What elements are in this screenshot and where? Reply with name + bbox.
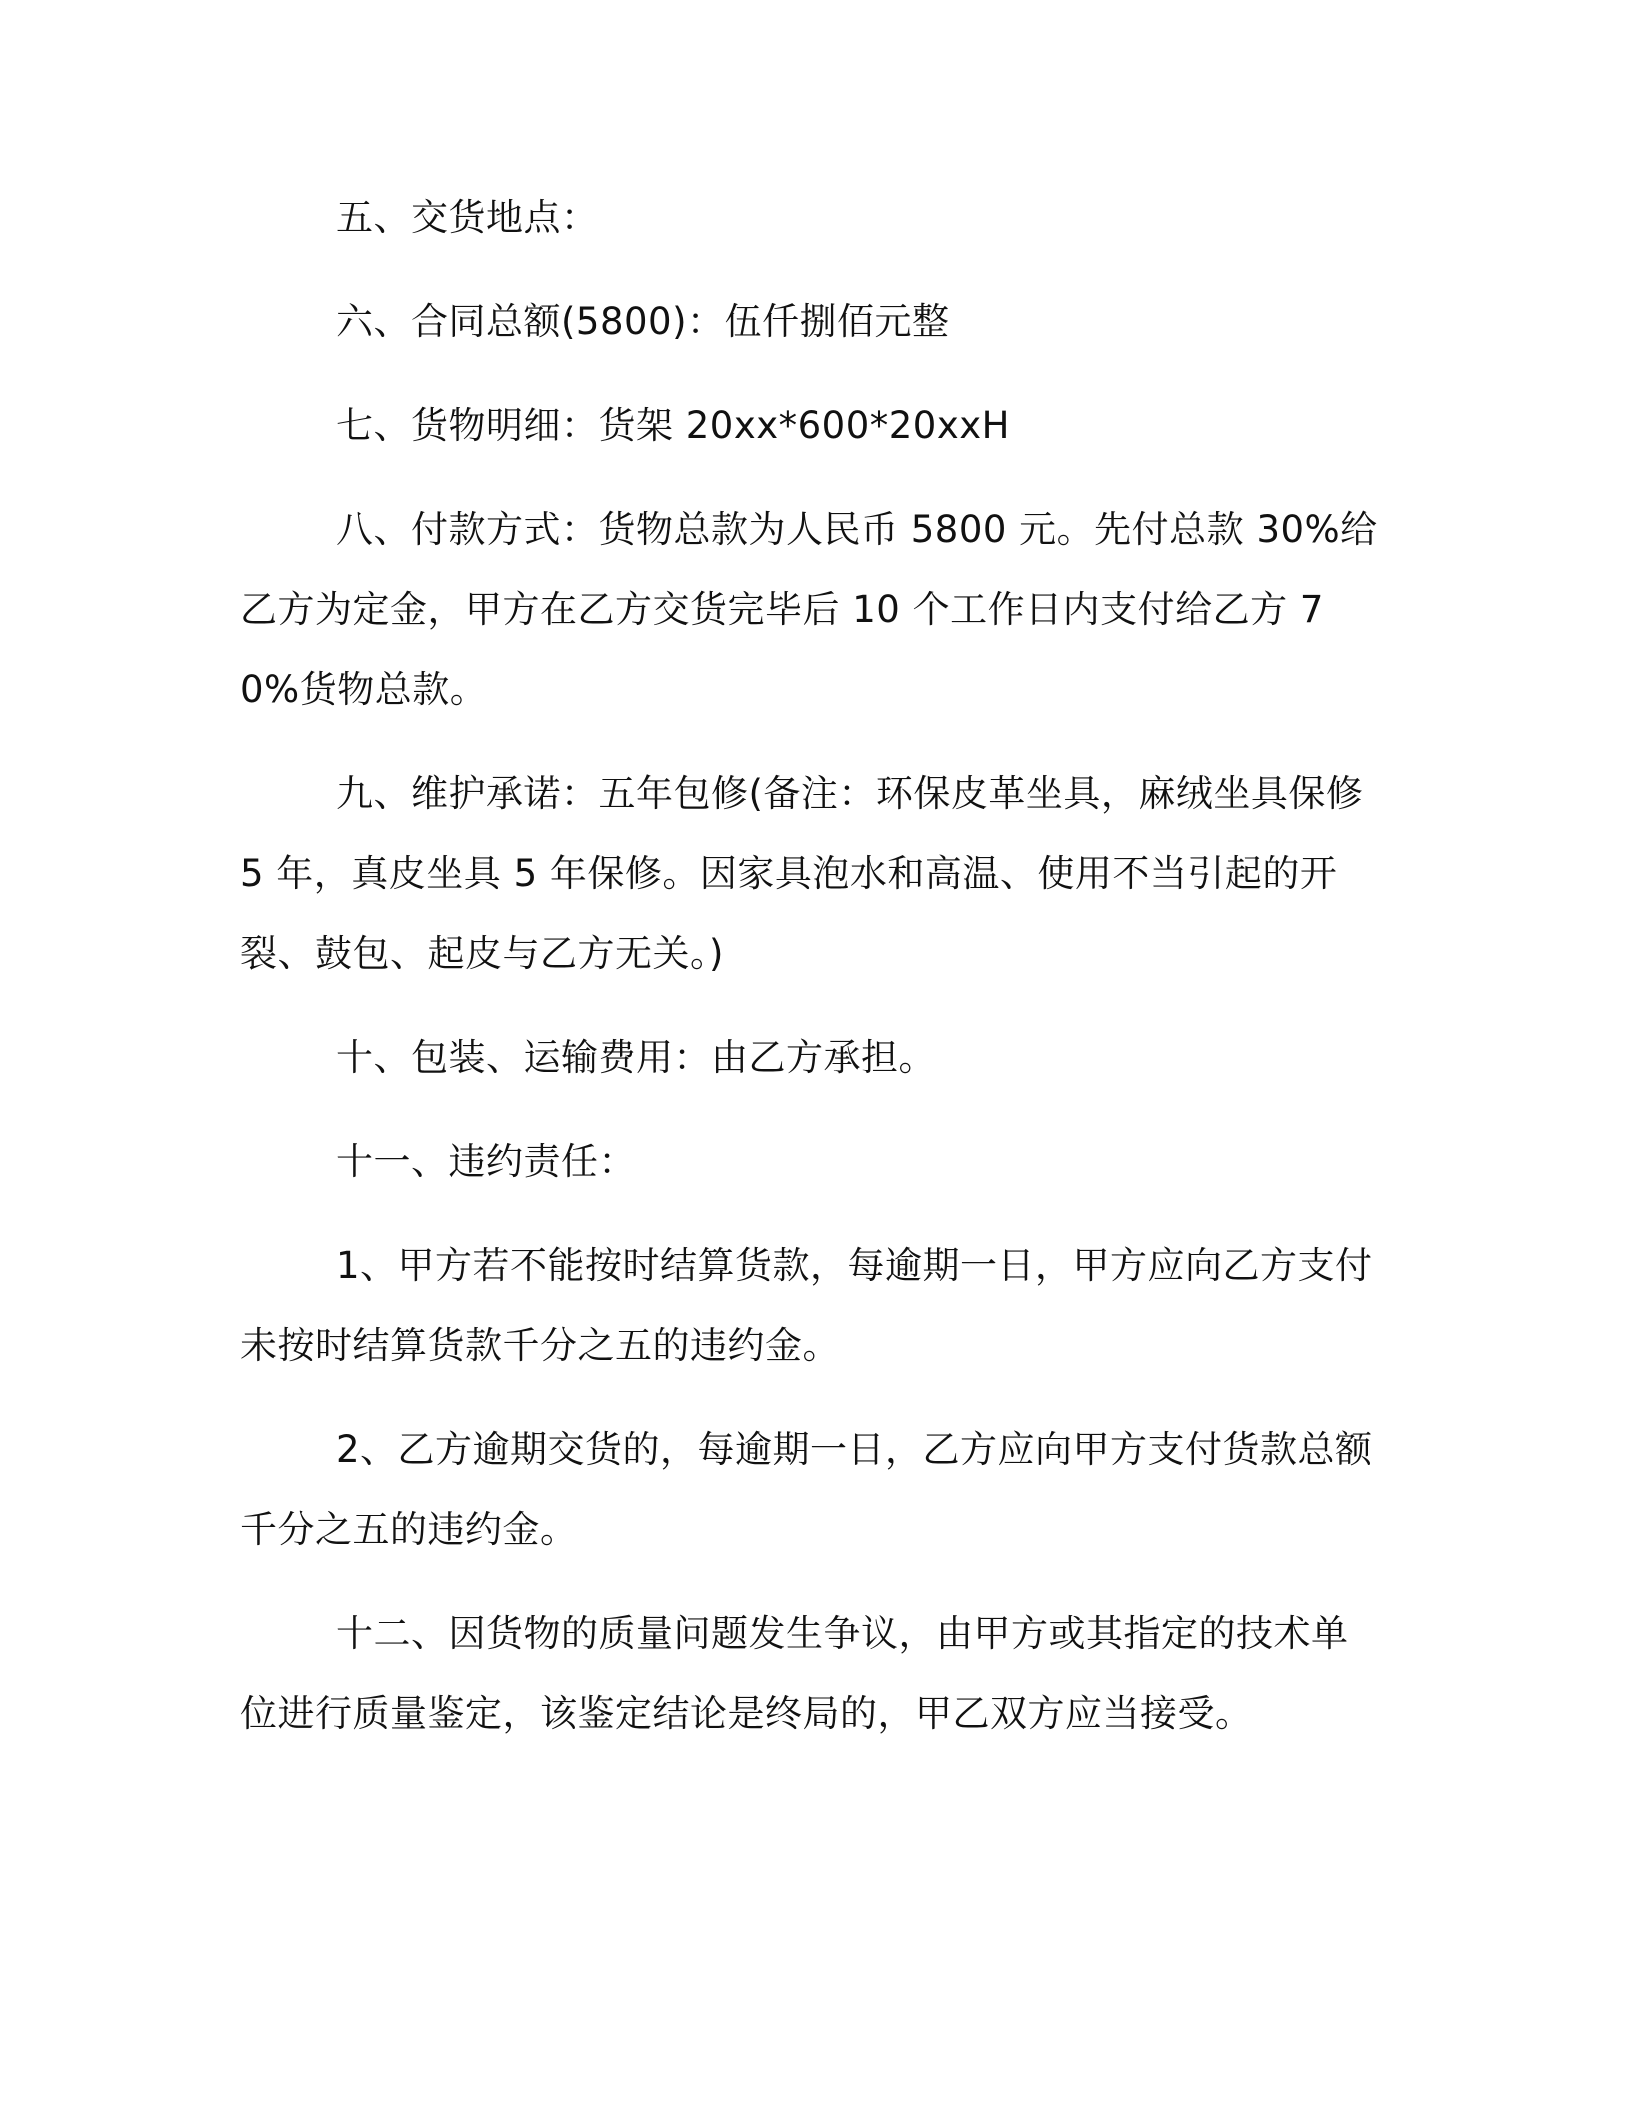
clause-contract-total: 六、合同总额(5800)：伍仟捌佰元整 xyxy=(336,300,950,343)
clause-goods-details: 七、货物明细：货架 20xx*600*20xxH xyxy=(336,404,1010,447)
clause-packaging-transport: 十、包装、运输费用：由乙方承担。 xyxy=(336,1036,936,1079)
clause-breach-item-2: 2、乙方逾期交货的，每逾期一日，乙方应向甲方支付货款总额千分之五的违约金。 xyxy=(240,1428,1373,1551)
clause-maintenance-commitment: 九、维护承诺：五年包修(备注：环保皮革坐具，麻绒坐具保修 5 年，真皮坐具 5 年保修。因家具泡水和高温、使用不当引起的开裂、鼓包、起皮与乙方无关。) xyxy=(240,772,1364,975)
clause-payment-method: 八、付款方式：货物总款为人民币 5800 元。先付总款 30%给乙方为定金，甲方在乙方交货完毕后 10 个工作日内支付给乙方 70%货物总款。 xyxy=(240,508,1378,711)
clause-breach-item-1: 1、甲方若不能按时结算货款，每逾期一日，甲方应向乙方支付未按时结算货款千分之五的违约金。 xyxy=(240,1244,1373,1367)
document-body xyxy=(240,178,1378,1754)
clause-breach-liability-heading: 十一、违约责任： xyxy=(336,1140,636,1183)
clause-delivery-location: 五、交货地点： xyxy=(336,196,599,239)
clause-quality-dispute: 十二、因货物的质量问题发生争议，由甲方或其指定的技术单位进行质量鉴定，该鉴定结论是终局的，甲乙双方应当接受。 xyxy=(240,1612,1349,1735)
